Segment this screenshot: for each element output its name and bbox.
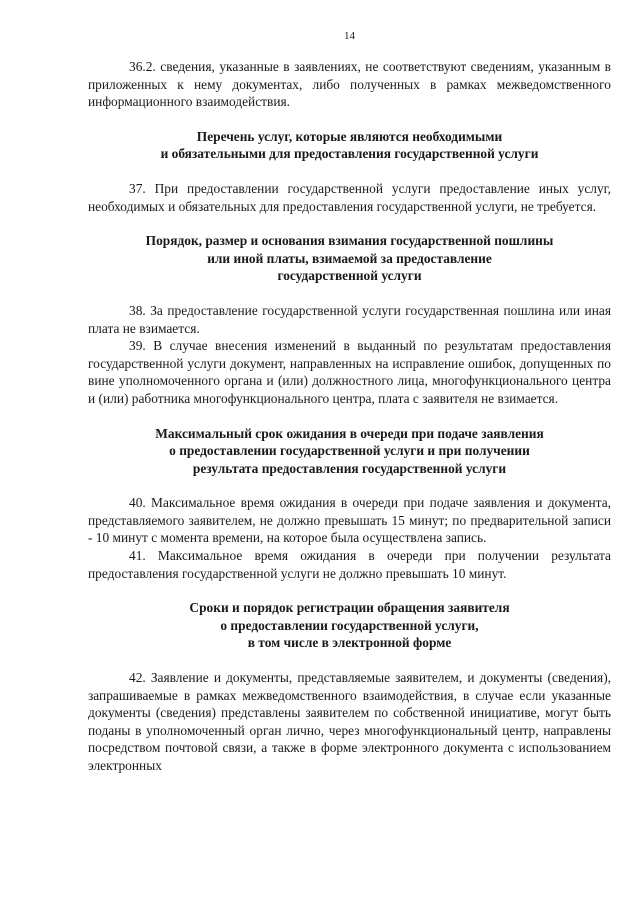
heading-fee-procedure [88,232,611,285]
heading-line: государственной услуги [277,268,422,284]
heading-line: о предоставлении государственной услуги, [220,617,479,633]
paragraph-42: 42. Заявление и документы, представляемые заявителем, и документы (сведения), запрашиваемые в рамках межведомственного взаимодействия, в случае если указанные документы (сведения) представлены заявителем по собственной инициативе, могут быть поданы в уполномоченный орган лично, через многофункциональный центр, направлены посредством почтовой связи, а также в форме электронного документа с использованием электронных [88,670,611,773]
heading-line: о предоставлении государственной услуги и при получении [169,443,530,459]
heading-line: или иной платы, взимаемой за предоставление [207,250,492,266]
document-page [88,30,611,775]
heading-line: результата предоставления государственной услуги [192,460,507,476]
heading-line: Сроки и порядок регистрации обращения заявителя [189,600,510,616]
heading-line: Перечень услуг, которые являются необходимыми [196,128,503,144]
heading-registration [88,599,611,652]
paragraph-36-2: 36.2. сведения, указанные в заявлениях, не соответствуют сведениям, указанным в приложенных к нему документах, либо полученных в рамках межведомственного информационного взаимодействия. [88,59,611,110]
page-number: 14 [344,30,355,42]
paragraph-38: 38. За предоставление государственной услуги государственная пошлина или иная плата не взимается. [88,302,611,336]
paragraph-41: 41. Максимальное время ожидания в очереди при получении результата предоставления государственной услуги не должно превышать 10 минут. [88,548,611,581]
heading-services-list [88,128,611,163]
heading-line: и обязательными для предоставления государственной услуги [160,146,539,162]
heading-line: Порядок, размер и основания взимания государственной пошлины [145,233,554,249]
heading-line: Максимальный срок ожидания в очереди при подаче заявления [155,425,544,441]
paragraph-40: 40. Максимальное время ожидания в очереди при подаче заявления и документа, представляемого заявителем, не должно превышать 15 минут; по предварительной записи - 10 минут с момента времени, на которое была осуществлена запись. [88,495,611,546]
heading-queue-time [88,425,611,478]
paragraph-39: 39. В случае внесения изменений в выданный по результатам предоставления государственной услуги документ, направленных на исправление ошибок, допущенных по вине уполномоченного органа и (или) должностного лица, многофункционального центра и (или) работника многофункционального центра, плата с заявителя не взимается. [88,338,611,406]
paragraph-37: 37. При предоставлении государственной услуги предоставление иных услуг, необходимых и обязательных для предоставления государственной услуги, не требуется. [88,180,611,214]
heading-line: в том числе в электронной форме [247,635,452,651]
